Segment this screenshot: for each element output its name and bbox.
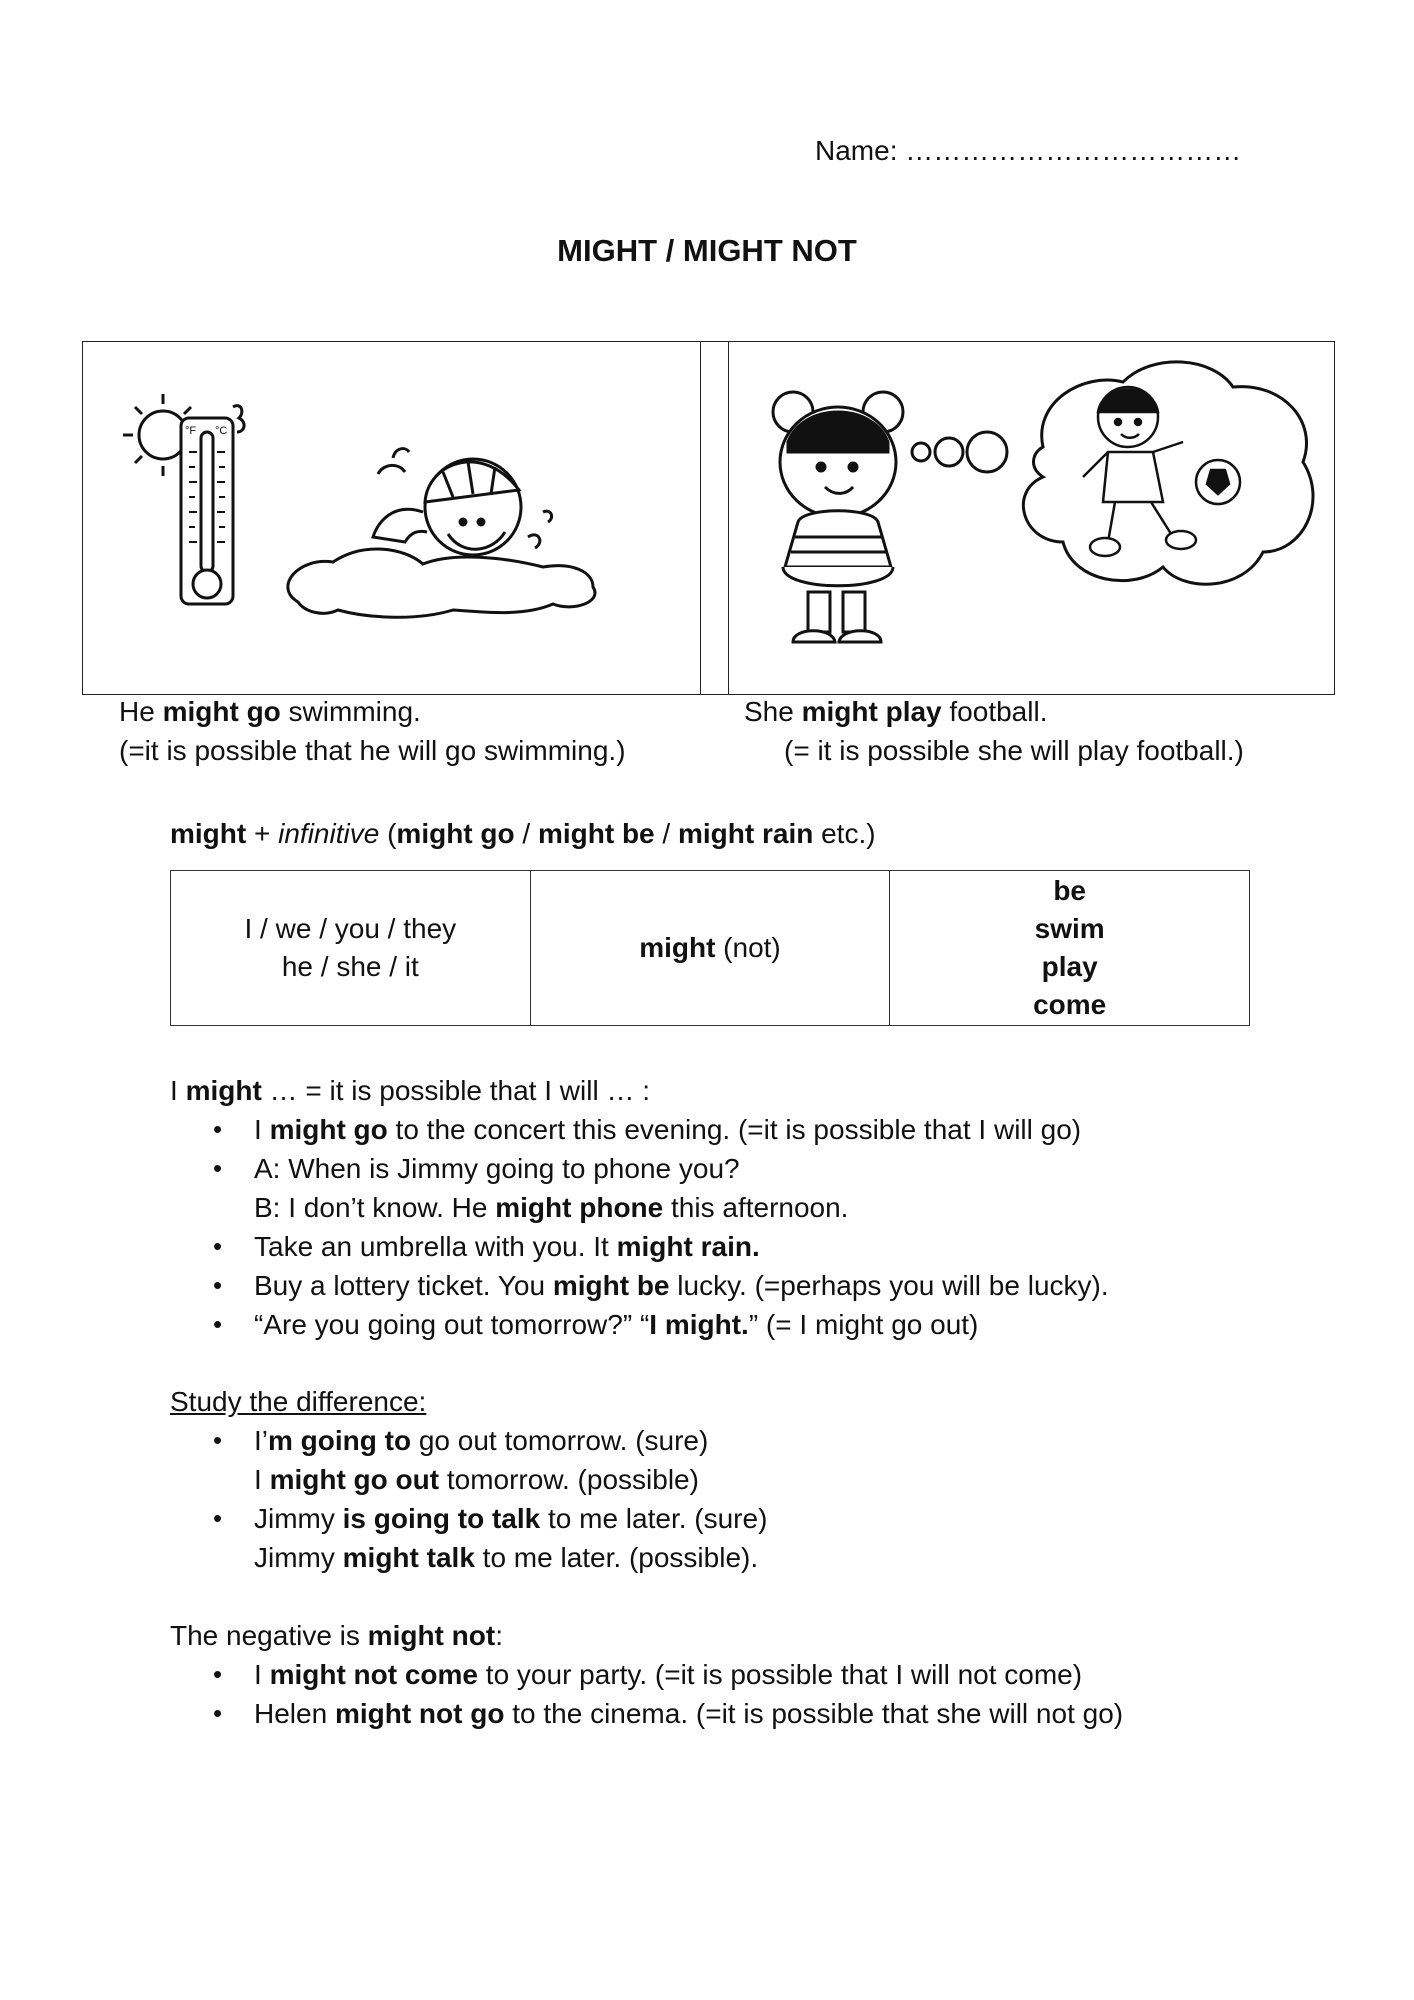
item-bold: might talk [342,1542,475,1573]
subjects-cell [171,871,531,1026]
swimming-boy-icon [288,449,595,618]
item-text: Helen [254,1698,335,1729]
negative-intro [170,1616,1123,1655]
item-text: lucky. (=perhaps you will be lucky). [669,1270,1109,1301]
list-item [254,1655,1123,1694]
swimming-illustration [123,372,663,672]
modal-not: (not) [715,932,781,963]
verb-swim: swim [1034,913,1105,944]
modal-cell [530,871,890,1026]
meaning-section [170,1071,1109,1344]
item-bold: m going to [268,1425,412,1456]
conjugation-table [170,870,1250,1026]
meaning-intro [170,1071,1109,1110]
rule-example-2: might be [537,818,655,849]
item-text: I [254,1464,270,1495]
item-text: go out tomorrow. (sure) [411,1425,709,1456]
meaning-list [170,1110,1109,1344]
caption-right [744,692,1244,770]
item-text: to the cinema. (=it is possible that she will not go) [504,1698,1124,1729]
item-text: “Are you going out tomorrow?” “ [254,1309,650,1340]
list-item [254,1499,767,1577]
rule-paren-open: ( [379,818,397,849]
item-bold: might go out [269,1464,440,1495]
caption-left-bold: might go [162,696,281,727]
difference-list [170,1421,767,1577]
subjects-line-1: I / we / you / they [244,913,457,944]
intro-post: : [495,1620,503,1651]
item-text: ” (= I might go out) [748,1309,979,1340]
caption-left-pre: He [119,696,163,727]
page-title: MIGHT / MIGHT NOT [557,233,857,268]
item-bold: might rain. [616,1231,760,1262]
caption-right-bold: might play [801,696,942,727]
grammar-rule [170,818,876,850]
rule-example-3: might rain [677,818,814,849]
item-bold: might go [269,1114,388,1145]
item-text: to your party. (=it is possible that I will not come) [478,1659,1083,1690]
list-item [254,1421,767,1499]
football-illustration [743,342,1333,692]
list-item [254,1694,1123,1733]
intro-post: … = it is possible that I will … : [261,1075,651,1106]
caption-left-explanation: (=it is possible that he will go swimming.) [119,735,626,766]
item-bold: might not go [334,1698,505,1729]
item-text: to the concert this evening. (=it is possible that I will go) [387,1114,1082,1145]
list-item [254,1227,1109,1266]
item-text: this afternoon. [663,1192,849,1223]
caption-right-pre: She [744,696,802,727]
subjects-line-2: he / she / it [281,951,419,982]
intro-bold: might [185,1075,262,1106]
list-item [254,1149,1109,1227]
thermometer-icon [181,418,233,604]
item-text: Jimmy [254,1503,343,1534]
name-field-label: Name: ……………………………… [815,135,1242,166]
list-item [254,1266,1109,1305]
rule-plus: + [246,818,279,849]
caption-right-post: football. [941,696,1048,727]
difference-heading: Study the difference: [170,1386,427,1417]
item-text: B: I don’t know. He [254,1192,496,1223]
verbs-cell [890,871,1250,1026]
modal-might: might [639,932,716,963]
celsius-label: °C [215,425,228,437]
intro-pre: The negative is [170,1620,368,1651]
item-bold: might not come [269,1659,479,1690]
rule-slash-2: / [654,818,678,849]
list-item [254,1305,1109,1344]
item-bold: I might. [649,1309,749,1340]
item-bold: is going to talk [342,1503,541,1534]
caption-right-explanation: (= it is possible she will play football.) [784,735,1244,766]
item-text: Jimmy [254,1542,343,1573]
item-text: Buy a lottery ticket. You [254,1270,553,1301]
item-text: I [254,1659,270,1690]
rule-slash-1: / [514,818,538,849]
ball-icon [1196,460,1240,504]
rule-example-1: might go [396,818,515,849]
caption-left [119,692,626,770]
intro-pre: I [170,1075,186,1106]
verb-come: come [1033,989,1107,1020]
difference-section [170,1382,767,1577]
verb-play: play [1041,951,1098,982]
item-text: to me later. (sure) [540,1503,768,1534]
negative-section [170,1616,1123,1733]
table-row [171,871,1250,1026]
item-text: A: When is Jimmy going to phone you? [254,1153,740,1184]
item-text: I’ [254,1425,268,1456]
rule-might: might [170,818,247,849]
fahrenheit-label: °F [185,425,197,437]
item-text: Take an umbrella with you. It [254,1231,617,1262]
intro-bold: might not [367,1620,496,1651]
girl-icon [773,392,903,642]
item-text: tomorrow. (possible) [439,1464,699,1495]
list-item [254,1110,1109,1149]
item-bold: might phone [495,1192,664,1223]
item-text: to me later. (possible). [474,1542,759,1573]
negative-list [170,1655,1123,1733]
caption-left-post: swimming. [280,696,421,727]
item-bold: might be [552,1270,670,1301]
rule-etc: etc.) [813,818,876,849]
illustration-box [82,341,1335,695]
box-divider-left [700,342,701,694]
item-text: I [254,1114,270,1145]
verb-be: be [1053,875,1086,906]
rule-infinitive: infinitive [278,818,380,849]
box-divider-right [728,342,729,694]
